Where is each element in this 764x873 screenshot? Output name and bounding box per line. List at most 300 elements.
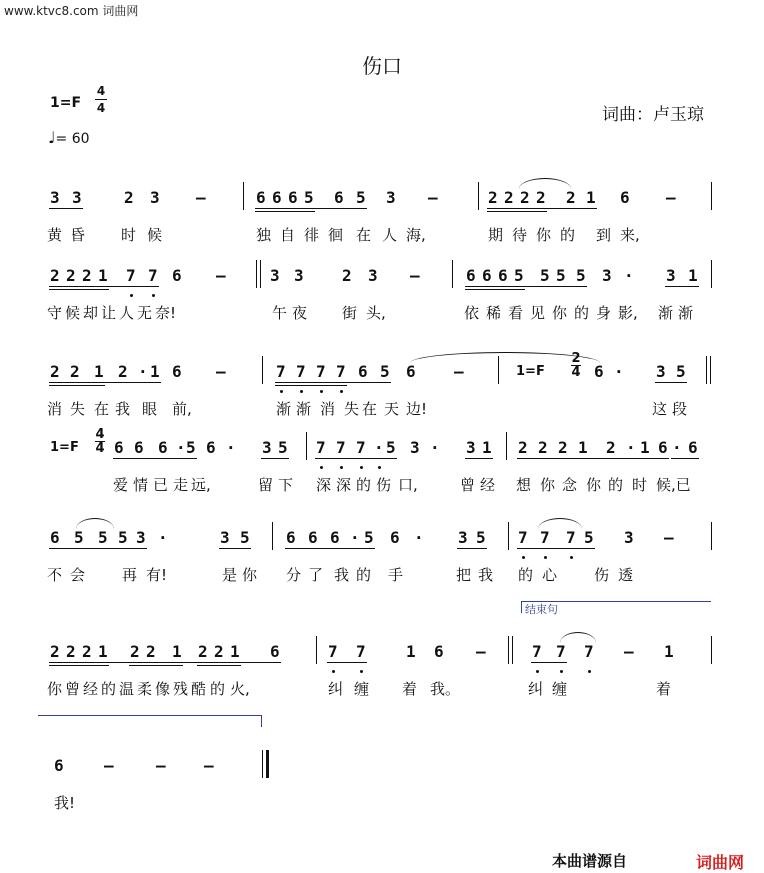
beam-underline [49, 385, 105, 386]
ending-label: 结束句 [525, 603, 558, 616]
note: 2 [82, 266, 92, 285]
note: 5 [514, 266, 524, 285]
note: 6 [434, 642, 444, 661]
lyric-syllable: 是 [222, 566, 238, 584]
dot-mark: · [672, 438, 682, 457]
sustain-dash: – [476, 642, 486, 661]
lyric-syllable: 却 [83, 304, 99, 322]
lyric-syllable: 心 [542, 566, 558, 584]
repeat-barline [260, 260, 261, 288]
lyric-syllable: 时 [632, 476, 648, 494]
note: 1 [664, 642, 674, 661]
note: 1 [578, 438, 588, 457]
note: 2 [518, 438, 528, 457]
note: 5 [356, 188, 366, 207]
barline [506, 432, 507, 460]
key-change-top: 2 [571, 351, 581, 366]
lyric-syllable: 我 [478, 566, 494, 584]
lyric-syllable: 柔 [137, 680, 153, 698]
barline [243, 182, 244, 210]
note: 5 [380, 362, 390, 381]
lyrics-row [0, 302, 764, 326]
note: 6 [158, 438, 168, 457]
key-change-marker-2 [50, 440, 79, 455]
ending-bracket-bottom [38, 715, 261, 716]
lyric-syllable: 的 [574, 304, 590, 322]
note: 1 [98, 266, 108, 285]
lyric-syllable: 火, [230, 680, 250, 698]
lyric-syllable: 自 [280, 226, 296, 244]
note: 6 [288, 188, 298, 207]
lyric-syllable: 天 [384, 400, 400, 418]
lyrics-row [0, 398, 764, 422]
low-octave-dot [536, 670, 539, 673]
note: 5 [556, 266, 566, 285]
repeat-barline [710, 356, 711, 384]
note: 2 [538, 438, 548, 457]
lyrics-row [0, 224, 764, 248]
sustain-dash: – [216, 362, 226, 381]
lyric-syllable: 透 [618, 566, 634, 584]
low-octave-dot [332, 670, 335, 673]
lyric-syllable: 酷 [191, 680, 207, 698]
note: 5 [476, 528, 486, 547]
slur-arc [76, 518, 114, 529]
slur-arc [519, 178, 571, 189]
beam-underline [255, 208, 367, 209]
dot-mark: · [624, 266, 634, 285]
note: 2 [66, 642, 76, 661]
dot-mark: · [176, 438, 186, 457]
lyrics-row [0, 474, 764, 498]
lyric-syllable: 到 [596, 226, 612, 244]
lyric-syllable: 影, [618, 304, 638, 322]
note: 3 [150, 188, 160, 207]
time-signature [95, 84, 107, 115]
barline [306, 432, 307, 460]
tempo-marking [48, 128, 90, 147]
lyric-syllable: 缠 [354, 680, 370, 698]
note: 6 [206, 438, 216, 457]
note: 2 [50, 266, 60, 285]
beam-underline [129, 665, 183, 666]
beam-underline [531, 662, 567, 663]
note: 2 [124, 188, 134, 207]
low-octave-dot [378, 466, 381, 469]
note: 3 [136, 528, 146, 547]
lyric-syllable: 人 [119, 304, 135, 322]
site-watermark: www.ktvc8.com 词曲网 [4, 4, 139, 18]
note: 5 [304, 188, 314, 207]
note: 2 [342, 266, 352, 285]
note: 2 [198, 642, 208, 661]
note: 1 [640, 438, 650, 457]
note: 1 [482, 438, 492, 457]
note: 2 [82, 642, 92, 661]
notes-row [0, 634, 764, 674]
lyric-syllable: 留 [258, 476, 274, 494]
note: 2 [504, 188, 514, 207]
beam-underline [457, 548, 487, 549]
note: 5 [278, 438, 288, 457]
lyric-syllable: 手 [388, 566, 404, 584]
barline [262, 356, 263, 384]
beam-underline [49, 548, 147, 549]
note: 6 [466, 266, 476, 285]
beam-underline [655, 382, 687, 383]
lyric-syllable: 的 [518, 566, 534, 584]
note: 6 [272, 188, 282, 207]
lyric-syllable: 在 [362, 400, 378, 418]
note: 2 [606, 438, 616, 457]
ending-bracket-right [261, 715, 262, 727]
note: 6 [256, 188, 266, 207]
barline [508, 636, 509, 664]
note: 7 [556, 642, 566, 661]
dot-mark: · [158, 528, 168, 547]
note: 5 [240, 528, 250, 547]
key-change-marker [516, 364, 545, 379]
low-octave-dot [320, 466, 323, 469]
note: 2 [50, 362, 60, 381]
beam-underline [49, 382, 161, 383]
sustain-dash: – [104, 756, 114, 775]
beam-underline [327, 662, 367, 663]
lyric-syllable: 眼 [142, 400, 158, 418]
time-signature-bottom: 4 [96, 101, 106, 115]
note: 6 [498, 266, 508, 285]
lyric-syllable: 像 [155, 680, 171, 698]
note: 7 [540, 528, 550, 547]
dot-mark: · [374, 438, 384, 457]
beam-underline [49, 289, 109, 290]
low-octave-dot [588, 670, 591, 673]
lyric-syllable: 你 [540, 476, 556, 494]
lyric-syllable: 爱 [113, 476, 129, 494]
low-octave-dot [300, 390, 303, 393]
lyric-syllable: 失 [70, 400, 86, 418]
note: 5 [576, 266, 586, 285]
note: 2 [70, 362, 80, 381]
notes-row [0, 258, 764, 298]
lyric-syllable: 时 [121, 226, 137, 244]
beam-underline [487, 211, 547, 212]
key-change-key: 1=F [516, 364, 545, 379]
beam-underline [465, 289, 525, 290]
lyric-syllable: 我 [115, 400, 131, 418]
note: 3 [368, 266, 378, 285]
lyric-syllable: 把 [456, 566, 472, 584]
lyric-syllable: 深 [336, 476, 352, 494]
low-octave-dot [152, 294, 155, 297]
key-change-2-top: 4 [95, 427, 105, 442]
lyric-syllable: 昏 [70, 226, 86, 244]
lyric-syllable: 残 [173, 680, 189, 698]
lyric-syllable: 奈! [155, 304, 177, 322]
note: 6 [334, 188, 344, 207]
lyric-syllable: 边! [406, 400, 428, 418]
note: 3 [220, 528, 230, 547]
lyric-syllable: 的 [560, 226, 576, 244]
lyric-syllable: 这 [652, 400, 668, 418]
lyric-syllable: 待 [512, 226, 528, 244]
barline [262, 750, 263, 778]
low-octave-dot [340, 466, 343, 469]
low-octave-dot [130, 294, 133, 297]
low-octave-dot [360, 670, 363, 673]
barline [711, 260, 712, 288]
note: 3 [624, 528, 634, 547]
note: 6 [358, 362, 368, 381]
sustain-dash: – [454, 362, 464, 381]
note: 7 [126, 266, 136, 285]
note: 6 [50, 528, 60, 547]
note: 3 [72, 188, 82, 207]
beam-underline [465, 458, 493, 459]
note: 7 [276, 362, 286, 381]
lyric-syllable: 徘 [304, 226, 320, 244]
note: 1 [230, 642, 240, 661]
note: 3 [270, 266, 280, 285]
lyrics-row [0, 678, 764, 702]
lyric-syllable: 海, [406, 226, 426, 244]
note: 5 [186, 438, 196, 457]
lyric-syllable: 前, [172, 400, 192, 418]
beam-underline [275, 382, 391, 383]
note: 6 [54, 756, 64, 775]
lyric-syllable: 分 [286, 566, 302, 584]
lyric-syllable: 口, [398, 476, 418, 494]
note: 1 [94, 362, 104, 381]
lyric-syllable: 你 [536, 226, 552, 244]
note: 3 [656, 362, 666, 381]
sustain-dash: – [624, 642, 634, 661]
barline [452, 260, 453, 288]
lyric-syllable: 温 [119, 680, 135, 698]
note: 1 [688, 266, 698, 285]
dot-mark: · [138, 362, 148, 381]
slur-arc [538, 518, 582, 529]
note: 7 [148, 266, 158, 285]
lyric-syllable: 着 [656, 680, 672, 698]
lyric-syllable: 伤 [594, 566, 610, 584]
beam-underline [517, 458, 669, 459]
note: 3 [294, 266, 304, 285]
barline [256, 260, 257, 288]
lyric-syllable: 街 [342, 304, 358, 322]
lyric-syllable: 有! [146, 566, 168, 584]
note: 6 [286, 528, 296, 547]
lyrics-row [0, 564, 764, 588]
notes-row [0, 520, 764, 560]
note: 6 [270, 642, 280, 661]
key-change-2-timesig [95, 428, 105, 455]
note: 5 [584, 528, 594, 547]
lyric-syllable: 消 [320, 400, 336, 418]
lyric-syllable: 你 [552, 304, 568, 322]
note: 1 [172, 642, 182, 661]
beam-underline [671, 458, 699, 459]
note: 3 [50, 188, 60, 207]
lyric-syllable: 依 [464, 304, 480, 322]
lyric-syllable: 纠 [328, 680, 344, 698]
lyric-syllable: 再 [122, 566, 138, 584]
lyric-syllable: 段 [672, 400, 688, 418]
note: 3 [262, 438, 272, 457]
note: 2 [214, 642, 224, 661]
note: 6 [658, 438, 668, 457]
lyric-syllable: 经 [83, 680, 99, 698]
low-octave-dot [320, 390, 323, 393]
low-octave-dot [360, 466, 363, 469]
lyric-syllable: 候 [147, 226, 163, 244]
notes-row [0, 748, 764, 788]
lyric-syllable: 你 [47, 680, 63, 698]
lyric-syllable: 不 [47, 566, 63, 584]
key-change-2-key: 1=F [50, 440, 79, 455]
beam-underline [255, 211, 315, 212]
lyric-syllable: 远, [191, 476, 211, 494]
note: 7 [532, 642, 542, 661]
beam-underline [487, 208, 597, 209]
note: 2 [118, 362, 128, 381]
low-octave-dot [560, 670, 563, 673]
barline [272, 522, 273, 550]
beam-underline [49, 665, 109, 666]
low-octave-dot [522, 556, 525, 559]
final-barline [266, 750, 269, 778]
beam-underline [219, 548, 251, 549]
notes-row [0, 351, 764, 394]
ending-bracket-left [521, 601, 522, 613]
low-octave-dot [570, 556, 573, 559]
lyric-syllable: 让 [101, 304, 117, 322]
key-change-bottom: 4 [571, 365, 581, 380]
note: 5 [98, 528, 108, 547]
lyrics-row [0, 792, 764, 816]
note: 1 [98, 642, 108, 661]
lyric-syllable: 走 [173, 476, 189, 494]
low-octave-dot [544, 556, 547, 559]
beam-underline [517, 548, 595, 549]
sustain-dash: – [196, 188, 206, 207]
lyric-syllable: 曾 [65, 680, 81, 698]
note: 6 [308, 528, 318, 547]
beam-underline [665, 286, 699, 287]
note: 6 [406, 362, 416, 381]
note: 5 [386, 438, 396, 457]
note: 6 [172, 362, 182, 381]
note: 6 [482, 266, 492, 285]
lyric-syllable: 看 [508, 304, 524, 322]
sustain-dash: – [666, 188, 676, 207]
note: 1 [150, 362, 160, 381]
note: 7 [356, 642, 366, 661]
note: 6 [172, 266, 182, 285]
lyric-syllable: 我。 [430, 680, 461, 698]
dot-mark: · [430, 438, 440, 457]
lyric-syllable: 见 [530, 304, 546, 322]
lyric-syllable: 我! [54, 794, 76, 812]
lyric-syllable: 黄 [47, 226, 63, 244]
lyric-syllable: 失 [344, 400, 360, 418]
lyric-syllable: 无 [137, 304, 153, 322]
beam-underline [465, 286, 587, 287]
note: 7 [316, 362, 326, 381]
lyric-syllable: 渐 [296, 400, 312, 418]
lyric-syllable: 守 [47, 304, 63, 322]
note: 2 [66, 266, 76, 285]
lyric-syllable: 你 [242, 566, 258, 584]
sustain-dash: – [410, 266, 420, 285]
low-octave-dot [340, 390, 343, 393]
beam-underline [275, 385, 347, 386]
lyric-syllable: 渐 [658, 304, 674, 322]
note: 6 [134, 438, 144, 457]
note: 5 [74, 528, 84, 547]
lyric-syllable: 稀 [486, 304, 502, 322]
lyric-syllable: 曾 [460, 476, 476, 494]
beam-underline [113, 458, 197, 459]
time-signature-top: 4 [96, 84, 106, 98]
lyric-syllable: 的 [210, 680, 226, 698]
note: 7 [584, 642, 594, 661]
barline [711, 636, 712, 664]
note: 3 [466, 438, 476, 457]
lyric-syllable: 在 [94, 400, 110, 418]
lyric-syllable: 情 [133, 476, 149, 494]
beam-underline [49, 208, 83, 209]
note: 3 [410, 438, 420, 457]
note: 7 [336, 362, 346, 381]
lyric-syllable: 渐 [678, 304, 694, 322]
tempo-value: = 60 [55, 131, 90, 147]
sustain-dash: – [204, 756, 214, 775]
note: 2 [520, 188, 530, 207]
note: 5 [364, 528, 374, 547]
note: 7 [328, 642, 338, 661]
sustain-dash: – [428, 188, 438, 207]
beam-underline [261, 458, 289, 459]
credit-line: 词曲：卢玉琼 [602, 105, 704, 125]
barline [478, 182, 479, 210]
footer-site-logo: 词曲网 [696, 853, 745, 872]
lyric-syllable: 经 [480, 476, 496, 494]
note: 6 [594, 362, 604, 381]
dot-mark: · [614, 362, 624, 381]
lyric-syllable: 的 [101, 680, 117, 698]
lyric-syllable: 候 [65, 304, 81, 322]
note: 2 [488, 188, 498, 207]
slur-arc [560, 632, 596, 643]
lyric-syllable: 身 [596, 304, 612, 322]
lyric-syllable: 想 [516, 476, 532, 494]
beam-underline [49, 662, 281, 663]
barline [711, 522, 712, 550]
note: 5 [676, 362, 686, 381]
beam-underline [285, 548, 375, 549]
note: 5 [118, 528, 128, 547]
barline [706, 356, 707, 384]
lyric-syllable: 人 [382, 226, 398, 244]
note: 2 [558, 438, 568, 457]
footer-source-text: 本曲谱源自 [552, 852, 628, 870]
note: 7 [316, 438, 326, 457]
note: 7 [356, 438, 366, 457]
lyric-syllable: 的 [356, 476, 372, 494]
key-change-2-bottom: 4 [95, 441, 105, 456]
lyric-syllable: 渐 [276, 400, 292, 418]
